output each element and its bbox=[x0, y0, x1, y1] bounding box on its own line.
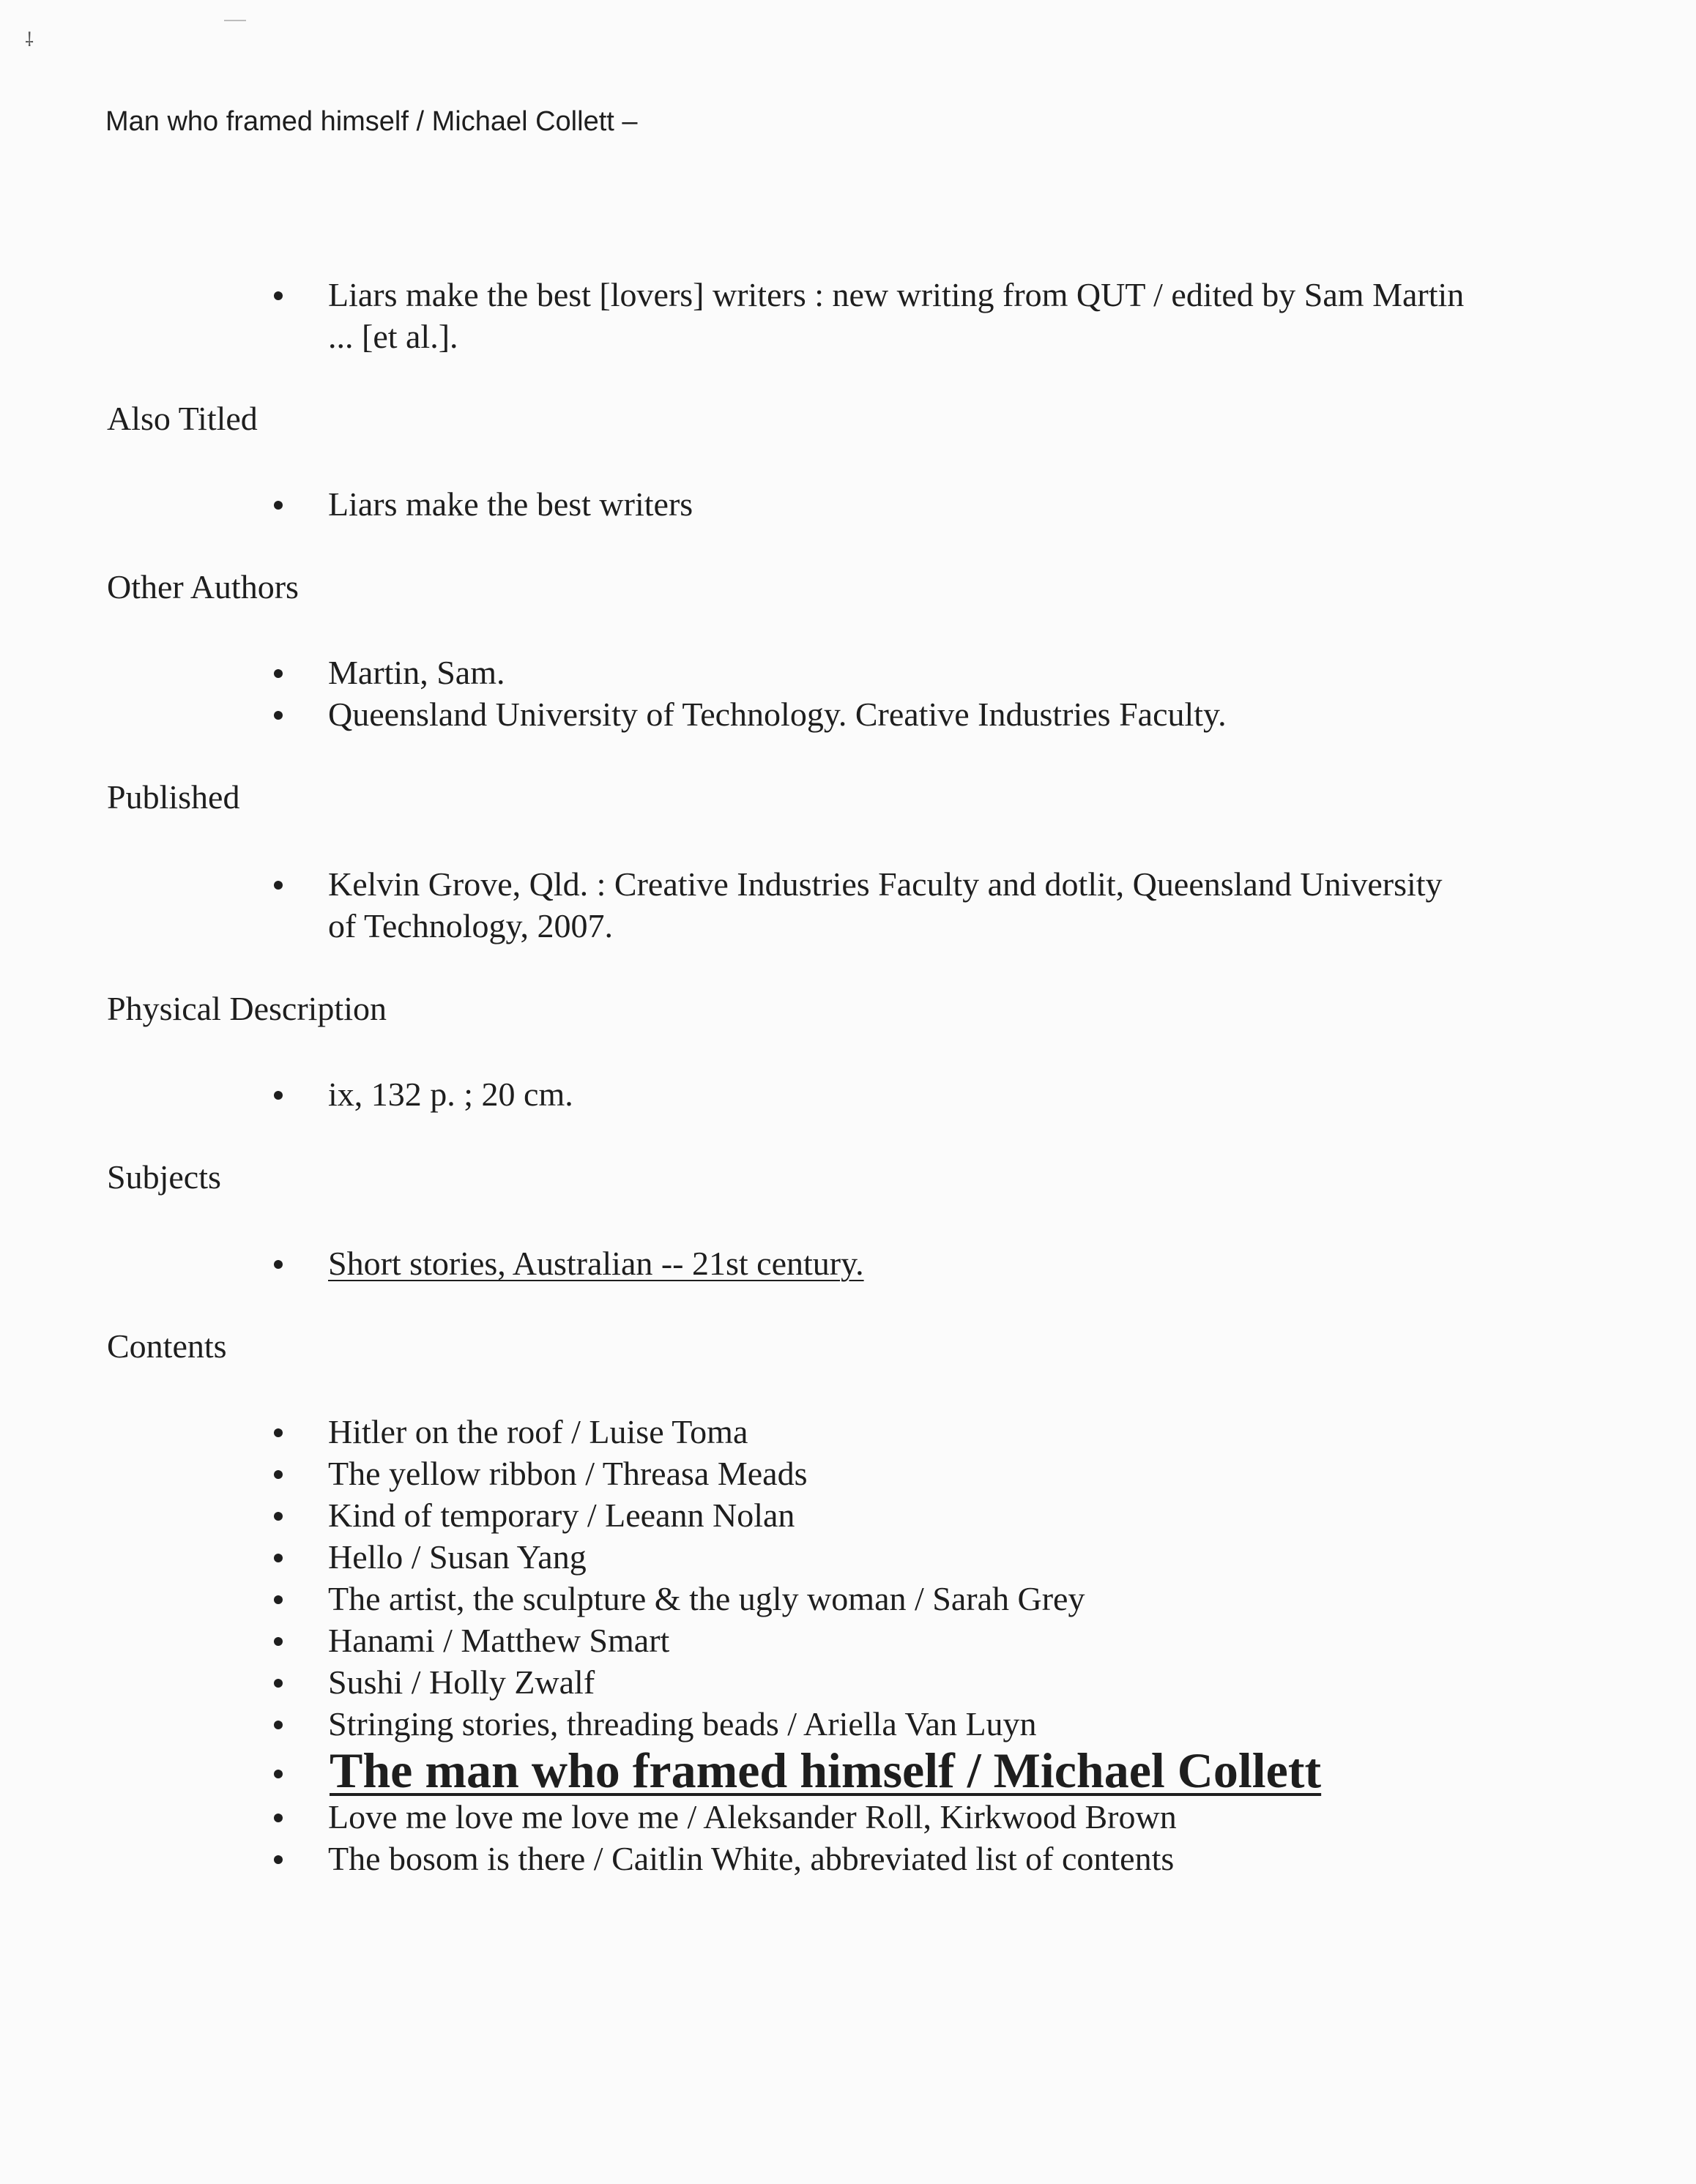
subject-link[interactable]: Short stories, Australian -- 21st century. bbox=[328, 1245, 864, 1282]
contents-list bbox=[328, 1411, 1470, 1879]
published-item: Kelvin Grove, Qld. : Creative Industries Faculty and dotlit, Queensland University of Technology, 2007. bbox=[328, 863, 1470, 947]
other-author-item: Queensland University of Technology. Creative Industries Faculty. bbox=[328, 693, 1470, 735]
contents-item-highlighted: The man who framed himself / Michael Collett bbox=[330, 1745, 1470, 1796]
also-titled-label: Also Titled bbox=[107, 400, 258, 437]
other-authors-label: Other Authors bbox=[107, 568, 299, 605]
published-list bbox=[328, 863, 1470, 947]
subjects-list bbox=[328, 1242, 1470, 1284]
contents-item: Kind of temporary / Leeann Nolan bbox=[328, 1494, 1470, 1536]
contents-item: The yellow ribbon / Threasa Meads bbox=[328, 1453, 1470, 1494]
contents-item: The artist, the sculpture & the ugly woman / Sarah Grey bbox=[328, 1578, 1470, 1620]
also-titled-item: Liars make the best writers bbox=[328, 483, 1470, 525]
physical-description-label: Physical Description bbox=[107, 990, 387, 1027]
scan-speck-mark: ⸸ bbox=[25, 29, 34, 51]
physical-description-item: ix, 132 p. ; 20 cm. bbox=[328, 1073, 1470, 1115]
title-item: Liars make the best [lovers] writers : new writing from QUT / edited by Sam Martin ... [et al.]. bbox=[328, 274, 1470, 357]
contents-label: Contents bbox=[107, 1327, 227, 1365]
contents-item: The bosom is there / Caitlin White, abbreviated list of contents bbox=[328, 1838, 1470, 1879]
published-label: Published bbox=[107, 778, 240, 816]
physical-description-list bbox=[328, 1073, 1470, 1115]
contents-item: Hanami / Matthew Smart bbox=[328, 1620, 1470, 1661]
contents-item: Stringing stories, threading beads / Ariella Van Luyn bbox=[328, 1703, 1470, 1745]
page-header: Man who framed himself / Michael Collett – bbox=[105, 106, 638, 137]
scan-dash-mark bbox=[224, 20, 246, 21]
contents-item: Love me love me love me / Aleksander Roll, Kirkwood Brown bbox=[328, 1796, 1470, 1838]
contents-item: Hello / Susan Yang bbox=[328, 1536, 1470, 1578]
contents-item: Hitler on the roof / Luise Toma bbox=[328, 1411, 1470, 1453]
other-author-item: Martin, Sam. bbox=[328, 652, 1470, 693]
subjects-label: Subjects bbox=[107, 1158, 221, 1196]
other-authors-list bbox=[328, 652, 1470, 735]
contents-item: Sushi / Holly Zwalf bbox=[328, 1661, 1470, 1703]
title-list bbox=[328, 274, 1470, 357]
subject-item bbox=[328, 1242, 1470, 1284]
also-titled-list bbox=[328, 483, 1470, 525]
